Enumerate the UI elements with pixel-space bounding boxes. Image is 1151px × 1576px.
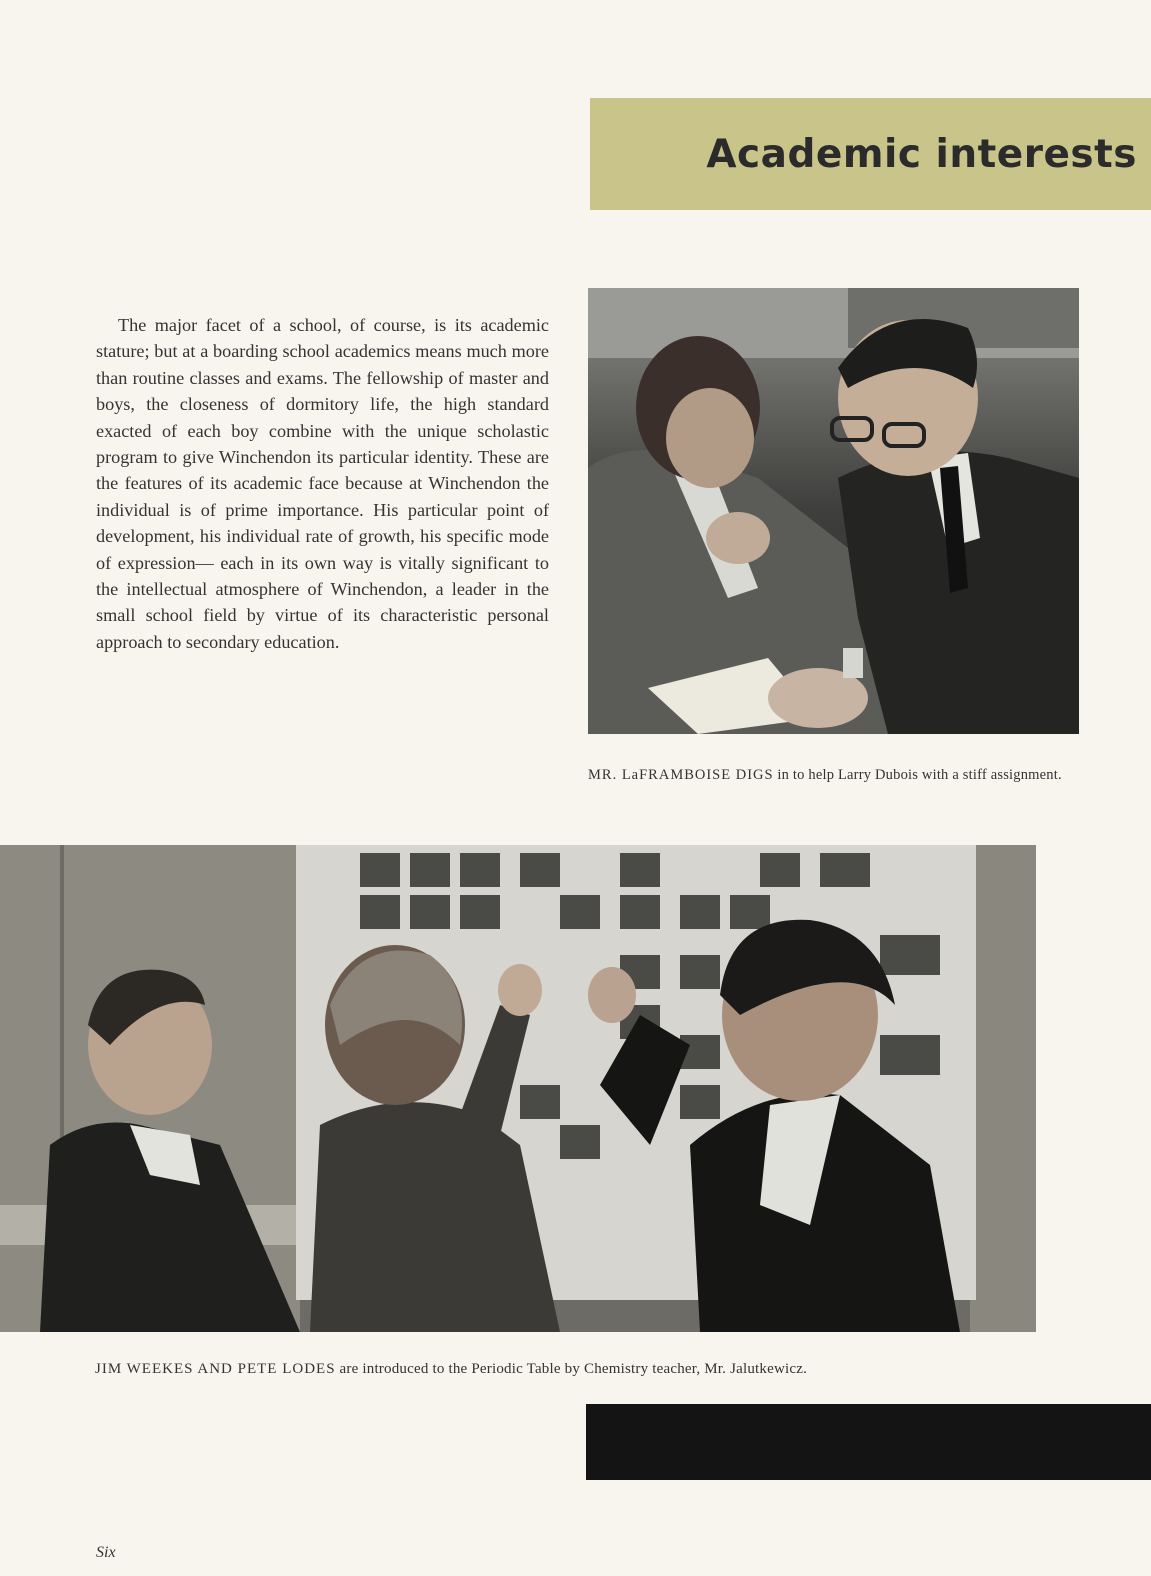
photo-teacher-helping-student-image — [588, 288, 1079, 734]
photo-periodic-table — [0, 845, 1036, 1332]
caption-top-lead: MR. LaFRAMBOISE DIGS — [588, 767, 774, 783]
caption-top-photo — [588, 765, 1078, 785]
page-title: Academic interests — [706, 132, 1137, 177]
intro-paragraph: The major facet of a school, of course, is its academic stature; but at a boarding school academics means much more than routine classes and exams. The fellowship of master and boys, the closeness of dormitory life, the high standard exacted of each boy combine with the unique scholastic program to give Winchendon its particular identity. These are the features of its academic face because at Winchendon the individual is of prime importance. His particular point of development, his individual rate of growth, his specific mode of expression— each in its own way is vitally significant to the intellectual atmosphere of Winchendon, a leader in the small school field by virtue of its characteristic personal approach to secondary education. — [96, 315, 549, 652]
caption-bottom-rest: are introduced to the Periodic Table by Chemistry teacher, Mr. Jalutkewicz. — [335, 1361, 808, 1377]
caption-bottom-photo — [95, 1359, 1055, 1379]
photo-periodic-table-image — [0, 845, 1036, 1332]
title-band — [590, 98, 1151, 210]
page-number: Six — [96, 1544, 116, 1561]
caption-top-rest: in to help Larry Dubois with a stiff assignment. — [773, 767, 1062, 783]
caption-bottom-lead: JIM WEEKES AND PETE LODES — [95, 1361, 336, 1377]
photo-teacher-helping-student — [588, 288, 1079, 734]
decorative-black-band — [586, 1404, 1151, 1480]
